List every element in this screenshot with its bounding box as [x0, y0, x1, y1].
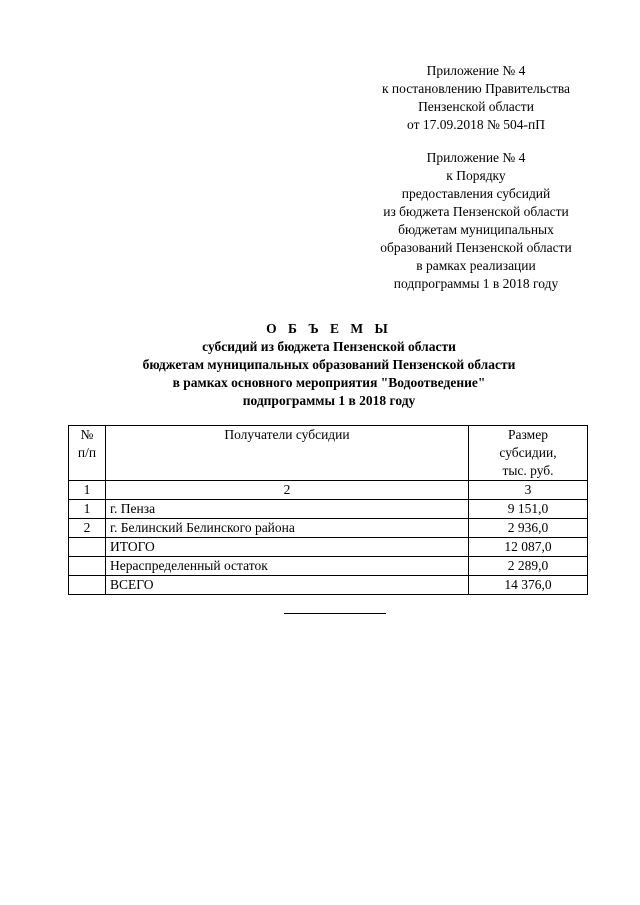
appendix-line: предоставления субсидий	[401, 186, 551, 201]
appendix-line: к Порядку	[446, 168, 506, 183]
table-row-subtotal	[69, 538, 588, 557]
appendix-header-resolution	[350, 62, 602, 134]
header-num	[69, 426, 106, 481]
row-amount: 2 936,0	[469, 519, 588, 538]
row-recipient: ИТОГО	[106, 538, 469, 557]
appendix-line: бюджетам муниципальных	[398, 222, 554, 237]
document-title	[70, 320, 588, 410]
header-amount-line: субсидии,	[499, 445, 557, 460]
row-num: 2	[69, 519, 106, 538]
appendix-line: Пензенской области	[418, 99, 534, 114]
column-number: 3	[469, 481, 588, 500]
title-line: подпрограммы 1 в 2018 году	[242, 393, 416, 408]
column-number-row	[69, 481, 588, 500]
appendix-line: в рамках реализации	[416, 258, 536, 273]
appendix-line: из бюджета Пензенской области	[383, 204, 569, 219]
column-number: 2	[106, 481, 469, 500]
row-recipient: Нераспределенный остаток	[106, 557, 469, 576]
header-num-line: №	[80, 427, 94, 442]
table-header-row	[69, 426, 588, 481]
row-num	[69, 576, 106, 595]
row-num	[69, 557, 106, 576]
appendix-line: к постановлению Правительства	[381, 81, 571, 96]
title-line: субсидий из бюджета Пензенской области	[202, 339, 456, 354]
row-num	[69, 538, 106, 557]
header-amount-line: Размер	[508, 427, 548, 442]
header-num-line: п/п	[77, 445, 97, 460]
appendix-line: образований Пензенской области	[380, 240, 572, 255]
appendix-line: Приложение № 4	[426, 150, 526, 165]
header-amount	[469, 426, 588, 481]
column-number: 1	[69, 481, 106, 500]
row-amount: 2 289,0	[469, 557, 588, 576]
end-divider	[284, 613, 386, 614]
subsidy-table	[68, 425, 588, 595]
appendix-line: Приложение № 4	[426, 63, 526, 78]
row-recipient: г. Пенза	[106, 500, 469, 519]
row-recipient: г. Белинский Белинского района	[106, 519, 469, 538]
row-num: 1	[69, 500, 106, 519]
table-row	[69, 500, 588, 519]
table-row-total	[69, 576, 588, 595]
table-row	[69, 519, 588, 538]
title-line: бюджетам муниципальных образований Пензенской области	[142, 357, 516, 372]
appendix-header-procedure	[350, 149, 602, 293]
row-amount: 9 151,0	[469, 500, 588, 519]
appendix-line: подпрограммы 1 в 2018 году	[393, 276, 559, 291]
title-heading: О Б Ъ Е М Ы	[266, 321, 392, 336]
row-recipient: ВСЕГО	[106, 576, 469, 595]
row-amount: 12 087,0	[469, 538, 588, 557]
appendix-line: от 17.09.2018 № 504-пП	[407, 117, 545, 132]
title-line: в рамках основного мероприятия "Водоотведение"	[172, 375, 486, 390]
table-row-remainder	[69, 557, 588, 576]
header-amount-line: тыс. руб.	[502, 463, 554, 478]
row-amount: 14 376,0	[469, 576, 588, 595]
header-recipient: Получатели субсидии	[106, 426, 469, 481]
